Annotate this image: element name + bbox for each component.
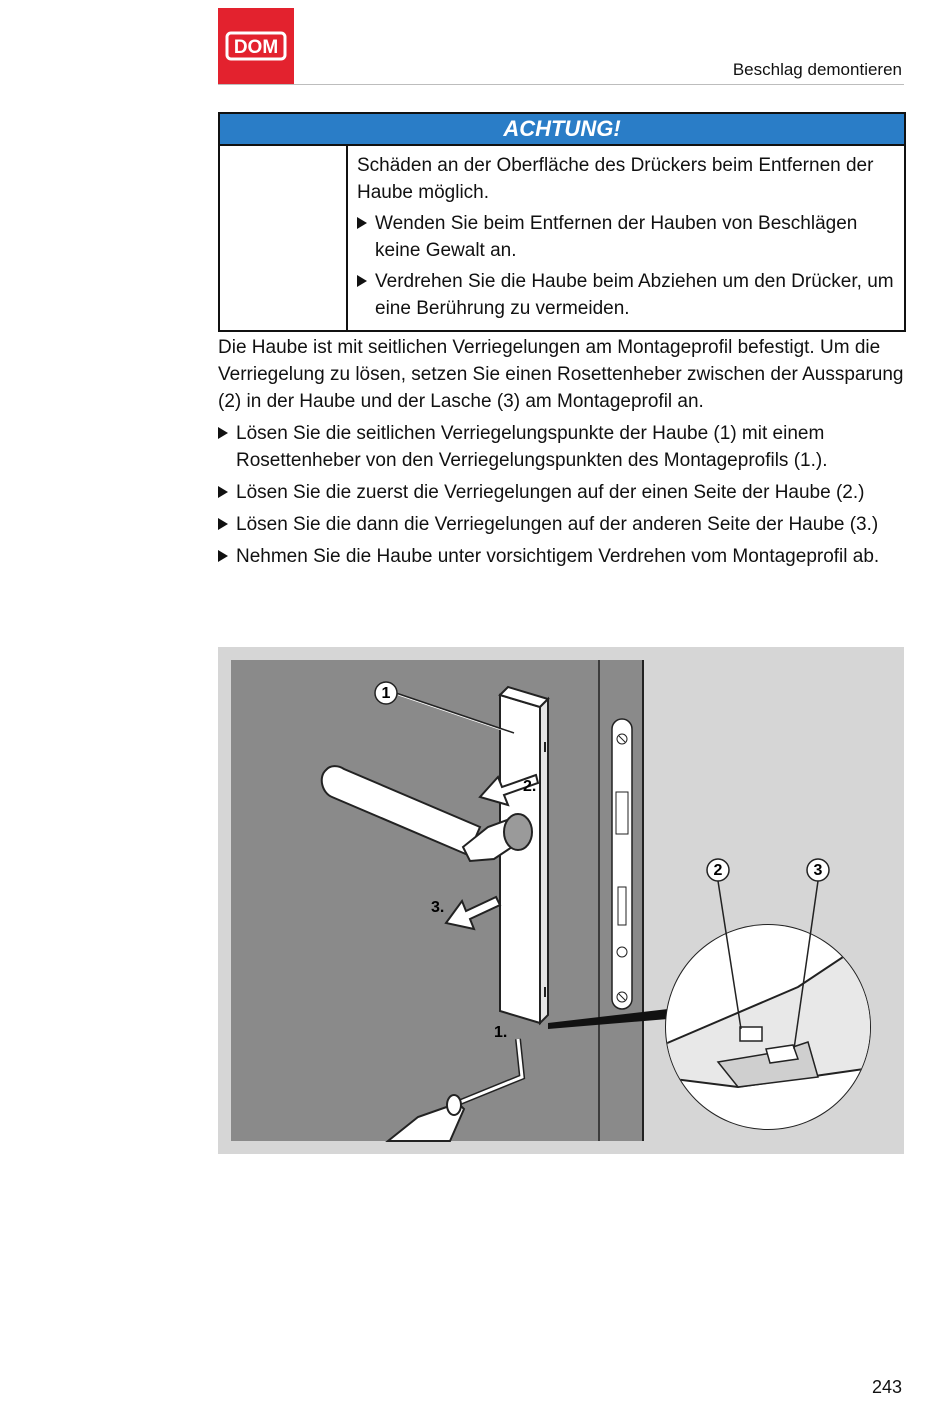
instructions <box>218 334 908 575</box>
step-label-1: 1. <box>494 1024 508 1041</box>
callout-2 <box>707 859 729 881</box>
lock-faceplate <box>612 719 632 1009</box>
bullet-arrow-icon <box>218 427 228 439</box>
callout-label: 1 <box>381 685 391 702</box>
step-label-2: 2. <box>523 778 537 795</box>
callout-1 <box>375 682 397 704</box>
warning-box <box>218 112 906 332</box>
callout-label: 3 <box>813 862 823 879</box>
bullet-arrow-icon <box>357 275 367 287</box>
step-label-3: 3. <box>431 899 445 916</box>
bullet-arrow-icon <box>218 486 228 498</box>
warning-step-text: Wenden Sie beim Entfernen der Hauben von Beschlägen keine Gewalt an. <box>375 213 858 261</box>
instruction-step <box>218 543 908 570</box>
instruction-step <box>218 511 908 538</box>
callout-label: 2 <box>713 862 723 879</box>
warning-step <box>357 210 894 264</box>
detail-zoom-circle <box>658 917 878 1137</box>
bullet-arrow-icon <box>357 217 367 229</box>
instruction-step <box>218 479 908 506</box>
dom-logo <box>218 8 294 84</box>
section-title: Beschlag demontieren <box>732 60 902 79</box>
instruction-step <box>218 420 908 474</box>
page-number: 243 <box>871 1377 902 1397</box>
bullet-arrow-icon <box>218 518 228 530</box>
escutcheon-cover <box>500 687 548 1023</box>
header-divider <box>218 84 904 85</box>
bullet-arrow-icon <box>218 550 228 562</box>
warning-icon-cell <box>220 146 348 330</box>
warning-title: ACHTUNG! <box>220 114 904 146</box>
instruction-step-text: Lösen Sie die seitlichen Verriegelungspunkte der Haube (1) mit einem Rosettenheber von den Verriegelungspunkten des Montageprofils (1.). <box>236 423 828 471</box>
intro-paragraph: Die Haube ist mit seitlichen Verriegelungen am Montageprofil befestigt. Um die Verriegelung zu lösen, setzen Sie einen Rosettenheber zwischen der Aussparung (2) in der Haube und der Lasche (3) am Montageprofil an. <box>218 337 904 412</box>
instruction-step-text: Lösen Sie die zuerst die Verriegelungen auf der einen Seite der Haube (2.) <box>236 482 865 503</box>
instruction-step-text: Nehmen Sie die Haube unter vorsichtigem Verdrehen vom Montageprofil ab. <box>236 546 880 567</box>
installation-figure <box>218 647 904 1154</box>
instruction-step-text: Lösen Sie die dann die Verriegelungen auf der anderen Seite der Haube (3.) <box>236 514 879 535</box>
logo-text: DOM <box>233 37 279 58</box>
warning-step <box>357 268 894 322</box>
warning-description: Schäden an der Oberfläche des Drückers beim Entfernen der Haube möglich. <box>357 155 874 203</box>
warning-step-text: Verdrehen Sie die Haube beim Abziehen um den Drücker, um eine Berührung zu vermeiden. <box>375 271 894 319</box>
callout-3 <box>807 859 829 881</box>
